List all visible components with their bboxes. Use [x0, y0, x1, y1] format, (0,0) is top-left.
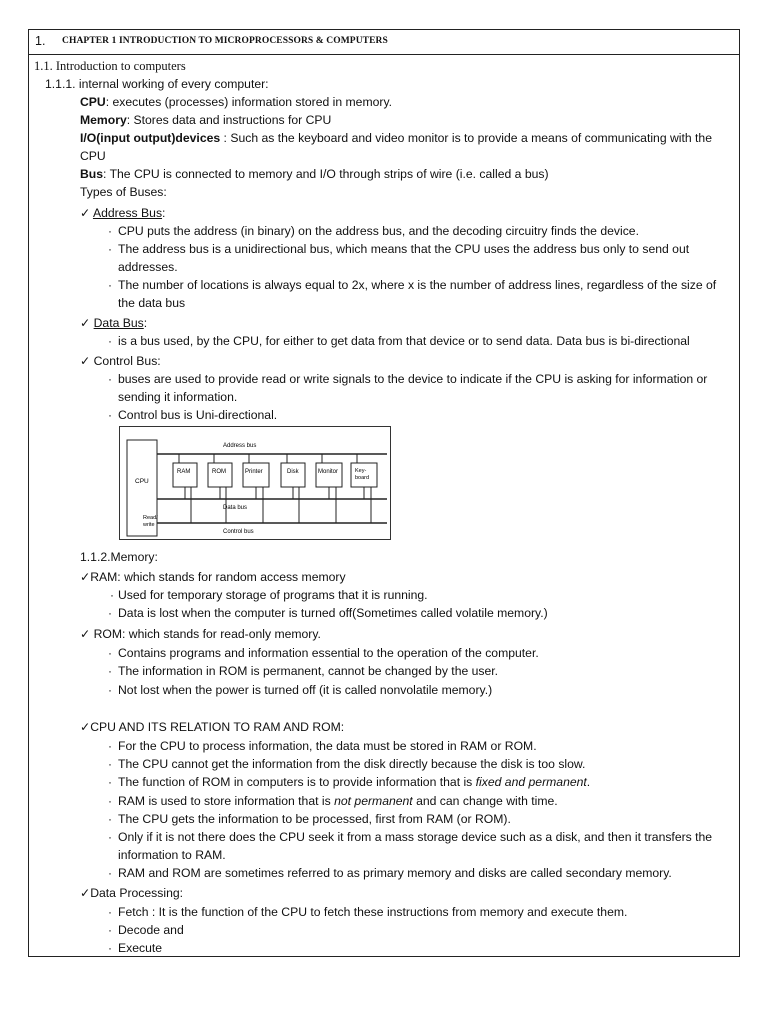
rom-label: ROM	[212, 469, 226, 475]
check-icon: ✓	[80, 206, 91, 220]
rom-heading: ✓ ROM: which stands for read-only memory.	[80, 627, 321, 641]
bullet-dot-icon: ·	[108, 372, 112, 386]
cpu-relation-heading: ✓CPU AND ITS RELATION TO RAM AND ROM:	[80, 720, 345, 734]
bullet-dot-icon: ·	[108, 646, 112, 660]
control-bus-bullet-1-cont: sending it information.	[118, 390, 238, 404]
def-bus-text: : The CPU is connected to memory and I/O through strips of wire (i.e. called a bus)	[103, 167, 549, 181]
ram-heading: ✓RAM: which stands for random access memory	[80, 570, 346, 584]
bullet-dot-icon: ·	[108, 941, 112, 955]
relation-bullet-3-italic: fixed and permanent	[475, 775, 587, 789]
relation-bullet-2: The CPU cannot get the information from the disk directly because the disk is too slow.	[118, 757, 586, 771]
printer-label: Printer	[245, 469, 263, 475]
address-bus-bullet-3: The number of locations is always equal to 2x, where x is the number of address lines, regardless of the size of	[118, 278, 717, 292]
def-io	[80, 130, 712, 146]
bullet-dot-icon: ·	[108, 408, 112, 422]
monitor-box	[316, 463, 342, 487]
section-1-1-1-heading: 1.1.1. internal working of every computer:	[45, 77, 269, 91]
monitor-label: Monitor	[318, 469, 339, 475]
address-bus-bullet-3-cont: the data bus	[118, 296, 186, 310]
printer-box	[243, 463, 269, 487]
cpu-label: CPU	[135, 478, 149, 485]
relation-bullet-4-italic: not permanent	[334, 794, 413, 808]
check-icon: ✓	[80, 354, 91, 368]
rom-bullet-2: The information in ROM is permanent, cannot be changed by the user.	[118, 664, 499, 678]
bullet-dot-icon: ·	[108, 242, 112, 256]
processing-bullet-3: Execute	[118, 941, 163, 955]
relation-bullet-4	[118, 793, 558, 809]
relation-bullet-4-text: RAM is used to store information that is	[118, 794, 335, 808]
rom-bullet-1: Contains programs and information essential to the operation of the computer.	[118, 646, 539, 660]
processing-bullet-2: Decode and	[118, 923, 184, 937]
section-1-1-heading: 1.1. Introduction to computers	[34, 59, 186, 73]
address-bus-label: Address bus	[223, 443, 257, 449]
chapter-number: 1.	[35, 34, 46, 48]
ram-bullet-1: Used for temporary storage of programs that it is running.	[118, 588, 428, 602]
bullet-dot-icon: ·	[108, 664, 112, 678]
rom-bullet-3: Not lost when the power is turned off (it is called nonvolatile memory.)	[118, 683, 493, 697]
control-bus-heading	[80, 353, 161, 369]
bullet-dot-icon: ·	[108, 923, 112, 937]
bullet-dot-icon: ·	[108, 224, 112, 238]
disk-label: Disk	[287, 469, 299, 475]
types-of-buses: Types of Buses:	[80, 185, 167, 199]
ram-bullet-2: Data is lost when the computer is turned off(Sometimes called volatile memory.)	[118, 606, 548, 620]
bullet-dot-icon: ·	[108, 830, 112, 844]
relation-bullet-6: Only if it is not there does the CPU seek it from a mass storage device such as a disk, and then it transfers the	[118, 830, 713, 844]
bullet-dot-icon: ·	[108, 683, 112, 697]
relation-bullet-4-end: and can change with time.	[412, 794, 558, 808]
check-icon: ✓	[80, 316, 91, 330]
read-write-label-2: write	[143, 522, 155, 528]
def-cpu-text: : executes (processes) information stored in memory.	[105, 95, 393, 109]
bus-diagram	[119, 426, 391, 540]
bullet-dot-icon: ·	[108, 794, 112, 808]
address-bus-bullet-2: The address bus is a unidirectional bus, which means that the CPU uses the address bus only to send out	[118, 242, 690, 256]
disk-box	[281, 463, 305, 487]
address-bus-heading	[80, 205, 165, 221]
control-bus-bullet-2: Control bus is Uni-directional.	[118, 408, 278, 422]
def-io-cont: CPU	[80, 149, 106, 163]
data-bus-title: Data Bus	[93, 316, 144, 330]
bullet-dot-icon: ·	[108, 866, 112, 880]
def-io-term: I/O(input output)devices	[80, 131, 221, 145]
bullet-dot-icon: ·	[108, 775, 112, 789]
ram-label: RAM	[177, 469, 191, 475]
relation-bullet-5: The CPU gets the information to be processed, first from RAM (or ROM).	[118, 812, 511, 826]
def-memory-text: : Stores data and instructions for CPU	[126, 113, 332, 127]
bullet-dot-icon: ·	[108, 905, 112, 919]
bullet-dot-icon: ·	[108, 757, 112, 771]
control-bus-bullet-1: buses are used to provide read or write signals to the device to indicate if the CPU is asking for information or	[118, 372, 708, 386]
bullet-dot-icon: ·	[108, 606, 112, 620]
ram-box	[173, 463, 197, 487]
relation-bullet-3-text: The function of ROM in computers is to provide information that is	[118, 775, 476, 789]
control-bus-title: Control Bus:	[93, 354, 161, 368]
def-cpu-term: CPU	[80, 95, 106, 109]
bullet-dot-icon: ·	[108, 739, 112, 753]
address-bus-title: Address Bus	[92, 206, 163, 220]
address-bus-bullet-1: CPU puts the address (in binary) on the address bus, and the decoding circuitry finds the device.	[118, 224, 639, 238]
data-processing-heading: ✓Data Processing:	[80, 886, 184, 900]
relation-bullet-6-cont: information to RAM.	[118, 848, 226, 862]
def-cpu	[80, 94, 392, 110]
processing-bullet-1: Fetch : It is the function of the CPU to fetch these instructions from memory and execute them.	[118, 905, 628, 919]
def-memory	[80, 112, 331, 128]
data-bus-bullet-1: is a bus used, by the CPU, for either to get data from that device or to send data. Data bus is bi-directional	[118, 334, 690, 348]
bullet-dot-icon: ·	[108, 334, 112, 348]
chapter-header	[29, 30, 739, 55]
memory-heading: 1.1.2.Memory:	[80, 550, 158, 564]
relation-bullet-7: RAM and ROM are sometimes referred to as primary memory and disks are called secondary memory.	[118, 866, 672, 880]
read-write-label-1: Read/	[143, 515, 158, 521]
relation-bullet-3-end: .	[586, 775, 591, 789]
bullet-dot-icon: ·	[108, 812, 112, 826]
chapter-title: CHAPTER 1 INTRODUCTION TO MICROPROCESSORS & COMPUTERS	[62, 36, 388, 46]
keyboard-label-2: board	[355, 475, 370, 481]
def-bus-term: Bus	[80, 167, 104, 181]
def-io-text: : Such as the keyboard and video monitor is to provide a means of communicating with the	[220, 131, 712, 145]
keyboard-label-1: Key-	[355, 468, 367, 474]
bullet-dot-icon: ·	[108, 278, 112, 292]
data-bus-label: Data bus	[223, 505, 248, 511]
def-memory-term: Memory	[80, 113, 127, 127]
bullet-dot-icon: ·	[110, 588, 114, 602]
data-bus-heading	[80, 315, 147, 331]
colon: :	[162, 206, 166, 220]
def-bus	[80, 166, 549, 182]
control-bus-label: Control bus	[223, 529, 254, 535]
relation-bullet-3	[118, 774, 590, 790]
colon: :	[143, 316, 148, 330]
address-bus-bullet-2-cont: addresses.	[118, 260, 178, 274]
rom-box	[208, 463, 232, 487]
relation-bullet-1: For the CPU to process information, the data must be stored in RAM or ROM.	[118, 739, 537, 753]
